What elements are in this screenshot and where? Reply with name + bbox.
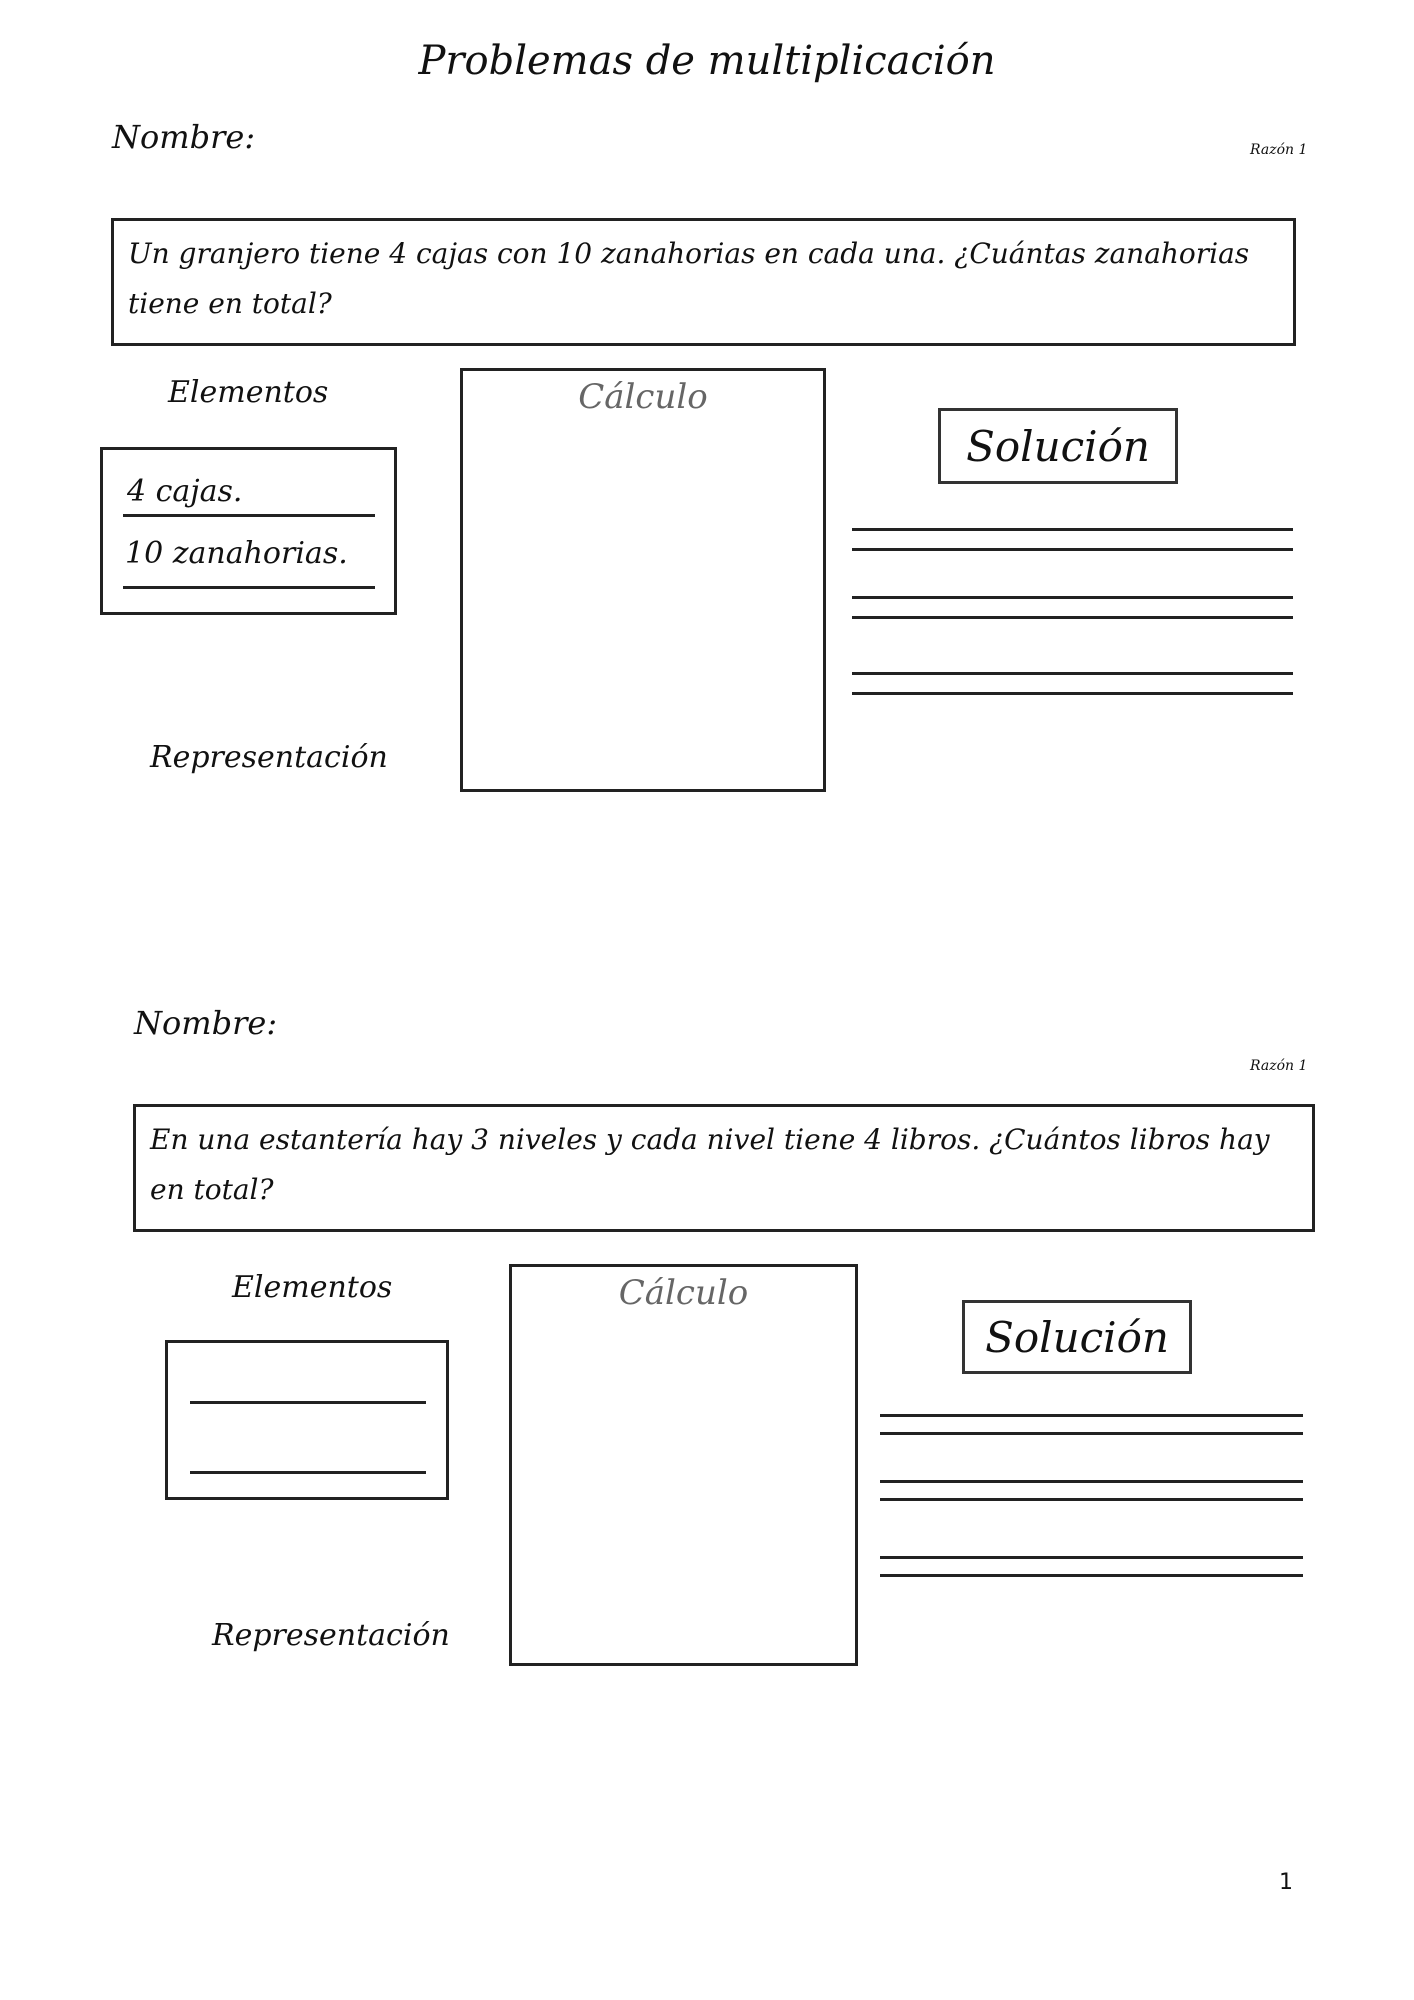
- answer-line[interactable]: [880, 1574, 1303, 1577]
- solucion-box: [962, 1300, 1192, 1374]
- elementos-label: Elementos: [232, 1270, 393, 1305]
- razon-label: Razón 1: [1250, 1058, 1308, 1074]
- problem-statement-box: [111, 218, 1296, 346]
- answer-line[interactable]: [852, 616, 1293, 619]
- answer-line[interactable]: [880, 1498, 1303, 1501]
- calculo-label: Cálculo: [618, 1273, 749, 1313]
- answer-line[interactable]: [852, 596, 1293, 599]
- calculo-box[interactable]: [460, 368, 826, 792]
- page-number: 1: [1279, 1870, 1293, 1895]
- elementos-box: [165, 1340, 449, 1500]
- answer-line[interactable]: [852, 672, 1293, 675]
- answer-line[interactable]: [852, 528, 1293, 531]
- representacion-label: Representación: [212, 1618, 450, 1653]
- page-title: Problemas de multiplicación: [418, 38, 996, 84]
- nombre-label: Nombre:: [134, 1004, 278, 1042]
- representacion-label: Representación: [150, 740, 388, 775]
- elemento-line: [123, 586, 375, 589]
- problem-statement: En una estantería hay 3 niveles y cada nivel tiene 4 libros. ¿Cuántos libros hay en total?: [150, 1123, 1270, 1206]
- elementos-label: Elementos: [168, 375, 329, 410]
- answer-line[interactable]: [880, 1414, 1303, 1417]
- elemento-line: [123, 514, 375, 517]
- answer-line[interactable]: [880, 1556, 1303, 1559]
- calculo-label: Cálculo: [578, 377, 708, 417]
- answer-line[interactable]: [852, 548, 1293, 551]
- solucion-label: Solución: [985, 1312, 1169, 1362]
- elemento-text: 4 cajas.: [127, 474, 243, 509]
- elementos-box: [100, 447, 397, 615]
- solucion-label: Solución: [966, 421, 1150, 471]
- answer-line[interactable]: [880, 1432, 1303, 1435]
- razon-label: Razón 1: [1250, 142, 1308, 158]
- answer-line[interactable]: [880, 1480, 1303, 1483]
- elemento-line[interactable]: [190, 1471, 426, 1474]
- calculo-box[interactable]: [509, 1264, 858, 1666]
- answer-line[interactable]: [852, 692, 1293, 695]
- problem-statement: Un granjero tiene 4 cajas con 10 zanahorias en cada una. ¿Cuántas zanahorias tiene en total?: [128, 237, 1250, 320]
- solucion-box: [938, 408, 1178, 484]
- elemento-text: 10 zanahorias.: [125, 536, 348, 571]
- problem-statement-box: [133, 1104, 1315, 1232]
- elemento-line[interactable]: [190, 1401, 426, 1404]
- nombre-label: Nombre:: [112, 118, 256, 156]
